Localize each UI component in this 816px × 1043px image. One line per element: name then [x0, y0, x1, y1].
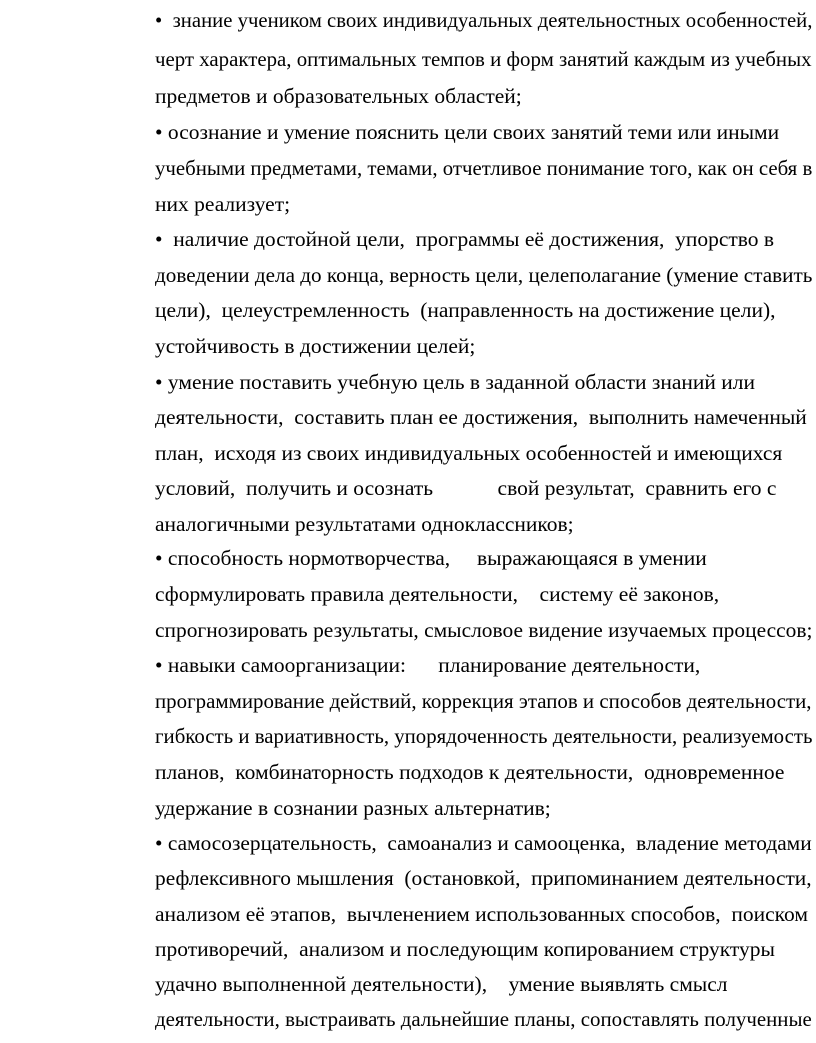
text-line: • самосозерцательность, самоанализ и самооценка, владение методами — [155, 831, 812, 855]
text-line: • навыки самоорганизации: планирование деятельности, — [155, 653, 701, 677]
text-line: деятельности, выстраивать дальнейшие планы, сопоставлять полученные — [155, 1007, 812, 1031]
text-line: учебными предметами, темами, отчетливое понимание того, как он себя в — [155, 156, 813, 180]
text-line: рефлексивного мышления (остановкой, припоминанием деятельности, — [155, 866, 812, 890]
text-line: план, исходя из своих индивидуальных особенностей и имеющихся — [155, 441, 783, 465]
text-line: удачно выполненной деятельности), умение выявлять смысл — [155, 972, 728, 996]
text-line: • осознание и умение пояснить цели своих занятий теми или иными — [155, 120, 780, 144]
text-line: условий, получить и осознать свой результат, сравнить его с — [155, 476, 777, 500]
text-line: программирование действий, коррекция этапов и способов деятельности, — [155, 689, 812, 713]
text-line: цели), целеустремленность (направленность на достижение цели), — [155, 298, 776, 322]
text-line: анализом её этапов, вычленением использованных способов, поиском — [155, 902, 808, 926]
text-line: них реализует; — [155, 192, 291, 216]
text-line: противоречий, анализом и последующим копированием структуры — [155, 937, 775, 961]
text-line: черт характера, оптимальных темпов и форм занятий каждым из учебных — [155, 47, 812, 71]
text-line: сформулировать правила деятельности, систему её законов, — [155, 582, 720, 606]
text-line: аналогичными результатами одноклассников; — [155, 512, 574, 536]
text-line: предметов и образовательных областей; — [155, 84, 522, 108]
text-line: • знание учеником своих индивидуальных деятельностных особенностей, — [155, 8, 813, 32]
text-line: • наличие достойной цели, программы её достижения, упорство в — [155, 227, 775, 251]
text-line: удержание в сознании разных альтернатив; — [155, 796, 551, 820]
text-line: доведении дела до конца, верность цели, целеполагание (умение ставить — [155, 263, 813, 287]
text-line: устойчивость в достижении целей; — [155, 334, 476, 358]
text-line: планов, комбинаторность подходов к деятельности, одновременное — [155, 760, 785, 784]
text-line: гибкость и вариативность, упорядоченность деятельности, реализуемость — [155, 724, 813, 748]
text-line: спрогнозировать результаты, смысловое видение изучаемых процессов; — [155, 618, 813, 642]
text-line: • умение поставить учебную цель в заданной области знаний или — [155, 370, 756, 394]
text-line: деятельности, составить план ее достижения, выполнить намеченный — [155, 405, 807, 429]
text-line: • способность нормотворчества, выражающаяся в умении — [155, 546, 707, 570]
